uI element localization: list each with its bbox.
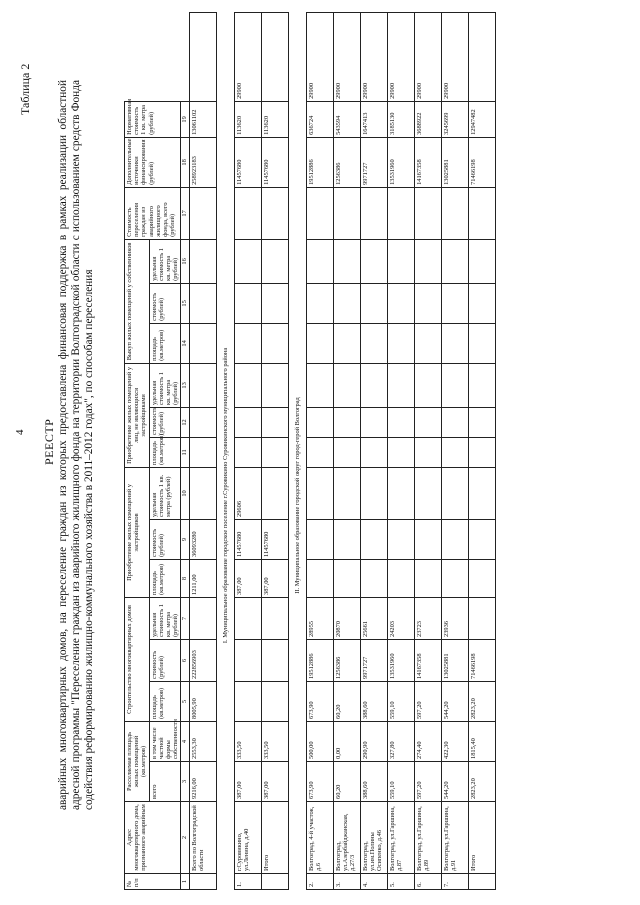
row-value: 222856903 bbox=[189, 639, 216, 681]
table-row bbox=[234, 13, 261, 890]
row-value: 3245699 bbox=[442, 101, 469, 137]
column-number: 18 bbox=[181, 137, 189, 187]
table-row bbox=[415, 13, 442, 890]
row-value bbox=[442, 187, 469, 239]
row-value bbox=[442, 437, 469, 467]
row-value bbox=[469, 363, 496, 407]
column-number: 13 bbox=[181, 363, 189, 407]
row-value bbox=[334, 559, 361, 597]
row-value bbox=[261, 437, 288, 467]
column-number: 14 bbox=[181, 323, 189, 363]
row-value bbox=[307, 187, 334, 239]
row-value bbox=[307, 363, 334, 407]
row-value bbox=[334, 283, 361, 323]
header-normative: Нормативная стоимость 1 кв. метра (рублей) bbox=[125, 101, 181, 137]
row-value: 28955 bbox=[307, 597, 334, 639]
section-title: I. Муниципальное образование городское поселение г.Суровикино Суровикинского муниципального района bbox=[216, 101, 234, 889]
row-value: 13025881 bbox=[442, 639, 469, 681]
row-value bbox=[469, 13, 496, 102]
row-value bbox=[469, 559, 496, 597]
row-value: 14167358 bbox=[415, 639, 442, 681]
header-red-unit: удельная стоимость 1 кв. метра (рублей) bbox=[149, 239, 181, 283]
row-address: Итого bbox=[261, 802, 288, 874]
row-value bbox=[307, 467, 334, 519]
row-value bbox=[189, 283, 216, 323]
row-value: 422,30 bbox=[442, 721, 469, 761]
row-value bbox=[442, 559, 469, 597]
row-value: 1211,00 bbox=[189, 559, 216, 597]
row-value: 1256386 bbox=[334, 137, 361, 187]
column-number: 2 bbox=[181, 802, 189, 874]
row-value: 597,20 bbox=[415, 681, 442, 721]
table-row bbox=[307, 13, 334, 890]
row-value: 327,80 bbox=[388, 721, 415, 761]
row-value: 29900 bbox=[334, 13, 361, 102]
row-value: 11457680 bbox=[234, 519, 261, 559]
header-red-area: площадь (кв.метров) bbox=[149, 323, 181, 363]
row-value: 25661 bbox=[361, 597, 388, 639]
row-value: 388,60 bbox=[361, 681, 388, 721]
row-value: 29900 bbox=[361, 13, 388, 102]
row-value: 387,00 bbox=[261, 762, 288, 802]
row-value bbox=[469, 597, 496, 639]
row-value bbox=[234, 437, 261, 467]
row-value: 387,00 bbox=[234, 762, 261, 802]
row-value bbox=[388, 437, 415, 467]
row-value: 559,10 bbox=[388, 681, 415, 721]
row-value: 8005,90 bbox=[189, 681, 216, 721]
row-value bbox=[361, 519, 388, 559]
row-value bbox=[469, 283, 496, 323]
row-value bbox=[388, 363, 415, 407]
row-value bbox=[442, 239, 469, 283]
column-number: 3 bbox=[181, 762, 189, 802]
row-value: 60,20 bbox=[334, 681, 361, 721]
grand-total-row bbox=[189, 13, 216, 890]
row-value: 9971727 bbox=[361, 137, 388, 187]
column-number: 10 bbox=[181, 467, 189, 519]
row-value bbox=[388, 467, 415, 519]
header-num: № п/п bbox=[125, 874, 181, 890]
row-value bbox=[234, 283, 261, 323]
row-value bbox=[415, 239, 442, 283]
row-value bbox=[234, 363, 261, 407]
column-number: 6 bbox=[181, 639, 189, 681]
page-number: 4 bbox=[14, 429, 26, 435]
column-number: 4 bbox=[181, 721, 189, 761]
header-construction: Строительство многоквартирных домов bbox=[125, 597, 150, 721]
row-value bbox=[415, 559, 442, 597]
row-value: 12947482 bbox=[469, 101, 496, 137]
row-address: Волгоград, ул.Азербайджанская, д.27/3 bbox=[334, 802, 361, 874]
header-extra-funding: Дополнительные источники финансирования (рублей) bbox=[125, 137, 181, 187]
row-address: Волгоград, ул.Гаршина, д.89 bbox=[415, 802, 442, 874]
row-value bbox=[189, 597, 216, 639]
row-value bbox=[189, 323, 216, 363]
section-row bbox=[216, 13, 234, 890]
row-value bbox=[361, 187, 388, 239]
row-value: 11457680 bbox=[234, 137, 261, 187]
row-value bbox=[307, 239, 334, 283]
header-construction-cost: стоимость (рублей) bbox=[149, 639, 181, 681]
row-value bbox=[388, 187, 415, 239]
row-value: 1815,40 bbox=[469, 721, 496, 761]
header-nondev-cost: стоимость (рублей) bbox=[149, 407, 181, 437]
row-value bbox=[334, 187, 361, 239]
row-value bbox=[415, 519, 442, 559]
column-number: 7 bbox=[181, 597, 189, 639]
row-value bbox=[334, 407, 361, 437]
row-value bbox=[442, 363, 469, 407]
row-number: 6. bbox=[415, 874, 442, 890]
row-value bbox=[261, 363, 288, 407]
row-value bbox=[334, 437, 361, 467]
table-body bbox=[189, 13, 495, 890]
row-value bbox=[361, 239, 388, 283]
row-address: Всего по Волгоградской области bbox=[189, 802, 216, 874]
row-value: 29900 bbox=[234, 13, 261, 102]
header-construction-area: площадь (кв.метров) bbox=[149, 681, 181, 721]
row-address: Волгоград, ул.Гаршина, д.91 bbox=[442, 802, 469, 874]
row-value: 597,20 bbox=[415, 762, 442, 802]
row-value bbox=[307, 323, 334, 363]
row-value: 19512886 bbox=[307, 137, 334, 187]
row-value bbox=[234, 187, 261, 239]
row-value: 23723 bbox=[415, 597, 442, 639]
column-number-row bbox=[181, 13, 189, 890]
row-value bbox=[189, 407, 216, 437]
row-value bbox=[334, 467, 361, 519]
row-value bbox=[189, 437, 216, 467]
row-value: 23936 bbox=[442, 597, 469, 639]
row-value bbox=[388, 239, 415, 283]
row-value bbox=[234, 681, 261, 721]
row-value bbox=[307, 519, 334, 559]
row-value bbox=[234, 239, 261, 283]
header-redemption: Выкуп жилых помещений у собственников bbox=[125, 239, 150, 363]
subtotal-row bbox=[469, 13, 496, 890]
row-number: 4. bbox=[361, 874, 388, 890]
row-value bbox=[388, 323, 415, 363]
row-value bbox=[442, 283, 469, 323]
row-value: 290,90 bbox=[361, 721, 388, 761]
row-value bbox=[415, 437, 442, 467]
row-value bbox=[334, 519, 361, 559]
row-value bbox=[442, 407, 469, 437]
row-value bbox=[261, 639, 288, 681]
row-value bbox=[261, 323, 288, 363]
row-value: 500,00 bbox=[307, 721, 334, 761]
row-value bbox=[388, 519, 415, 559]
row-value bbox=[307, 407, 334, 437]
header-resettled-area: Расселяемая площадь жилых помещений (кв.метров) bbox=[125, 721, 150, 801]
row-value: 2553,30 bbox=[189, 721, 216, 761]
row-value: 1256386 bbox=[334, 639, 361, 681]
row-address: г.Суровикино, ул.Ленина, д.40 bbox=[234, 802, 261, 874]
row-value: 19512886 bbox=[307, 639, 334, 681]
row-number: 5. bbox=[388, 874, 415, 890]
row-value: 13531960 bbox=[388, 137, 415, 187]
column-number: 8 bbox=[181, 559, 189, 597]
row-number bbox=[189, 874, 216, 890]
row-value: 113620 bbox=[234, 101, 261, 137]
document-title: РЕЕСТР bbox=[42, 418, 56, 465]
row-value bbox=[442, 519, 469, 559]
row-value: 29900 bbox=[415, 13, 442, 102]
row-value bbox=[261, 407, 288, 437]
row-value bbox=[261, 13, 288, 102]
row-value: 24203 bbox=[388, 597, 415, 639]
row-value: 29900 bbox=[442, 13, 469, 102]
row-value: 11457680 bbox=[261, 137, 288, 187]
column-number: 12 bbox=[181, 407, 189, 437]
row-value bbox=[469, 519, 496, 559]
row-value bbox=[388, 559, 415, 597]
column-number: 17 bbox=[181, 187, 189, 239]
row-value: 543594 bbox=[334, 101, 361, 137]
header-nondev-unit: удельная стоимость 1 кв. метра (рублей) bbox=[149, 363, 181, 407]
row-value: 0,00 bbox=[334, 721, 361, 761]
row-value: 20870 bbox=[334, 597, 361, 639]
row-value: 544,20 bbox=[442, 681, 469, 721]
row-value: 29606 bbox=[234, 467, 261, 519]
row-value bbox=[469, 437, 496, 467]
row-value: 71466198 bbox=[469, 137, 496, 187]
row-value bbox=[469, 323, 496, 363]
row-value bbox=[469, 239, 496, 283]
row-address: Волгоград, 4-й участок, д.6 bbox=[307, 802, 334, 874]
table-label: Таблица 2 bbox=[18, 63, 32, 115]
row-value: 333,50 bbox=[234, 721, 261, 761]
row-value: 559,10 bbox=[388, 762, 415, 802]
subtotal-row bbox=[261, 13, 288, 890]
row-number bbox=[261, 874, 288, 890]
row-value: 29900 bbox=[307, 13, 334, 102]
row-value: 387,00 bbox=[261, 559, 288, 597]
table-row bbox=[334, 13, 361, 890]
row-address: Волгоград, ул.Гаршина, д.87 bbox=[388, 802, 415, 874]
row-value: 673,90 bbox=[307, 681, 334, 721]
table-row bbox=[388, 13, 415, 890]
row-value bbox=[388, 407, 415, 437]
row-value: 71466198 bbox=[469, 639, 496, 681]
row-value: 113620 bbox=[261, 101, 288, 137]
table-row bbox=[361, 13, 388, 890]
row-value: 673,90 bbox=[307, 762, 334, 802]
row-value bbox=[261, 283, 288, 323]
row-value bbox=[189, 467, 216, 519]
row-value bbox=[307, 283, 334, 323]
row-value bbox=[234, 323, 261, 363]
row-value: 636724 bbox=[307, 101, 334, 137]
row-value bbox=[261, 239, 288, 283]
registry-table bbox=[124, 12, 496, 890]
row-value bbox=[234, 639, 261, 681]
row-value bbox=[361, 559, 388, 597]
row-value: 13025881 bbox=[442, 137, 469, 187]
row-value: 274,40 bbox=[415, 721, 442, 761]
row-value bbox=[261, 597, 288, 639]
table-row bbox=[442, 13, 469, 890]
row-value bbox=[234, 597, 261, 639]
row-value bbox=[334, 239, 361, 283]
row-value: 2823,20 bbox=[469, 681, 496, 721]
row-value bbox=[415, 283, 442, 323]
row-value: 2823,20 bbox=[469, 762, 496, 802]
column-number: 19 bbox=[181, 101, 189, 137]
row-value bbox=[189, 13, 216, 102]
column-number: 9 bbox=[181, 519, 189, 559]
row-value bbox=[469, 187, 496, 239]
row-value bbox=[189, 239, 216, 283]
row-value bbox=[261, 467, 288, 519]
row-value bbox=[388, 283, 415, 323]
row-address: Итого bbox=[469, 802, 496, 874]
row-value: 13531960 bbox=[388, 639, 415, 681]
column-number: 1 bbox=[181, 874, 189, 890]
row-number: 7. bbox=[442, 874, 469, 890]
header-construction-unit: удельная стоимость 1 кв. метра (рублей) bbox=[149, 597, 181, 639]
row-value bbox=[442, 323, 469, 363]
row-value bbox=[415, 363, 442, 407]
row-value bbox=[415, 467, 442, 519]
section-row bbox=[288, 13, 306, 890]
row-value: 544,20 bbox=[442, 762, 469, 802]
row-value bbox=[307, 437, 334, 467]
row-value: 258923183 bbox=[189, 137, 216, 187]
row-value: 9216,00 bbox=[189, 762, 216, 802]
row-value: 13061102 bbox=[189, 101, 216, 137]
column-number: 5 bbox=[181, 681, 189, 721]
row-value bbox=[442, 467, 469, 519]
header-total: всего bbox=[149, 762, 181, 802]
column-number: 11 bbox=[181, 437, 189, 467]
row-value bbox=[189, 363, 216, 407]
header-purchase-non-dev: Приобретение жилых помещений у лиц, не являющихся застройщиками bbox=[125, 363, 150, 467]
row-number bbox=[469, 874, 496, 890]
row-value bbox=[469, 407, 496, 437]
row-value bbox=[361, 283, 388, 323]
row-value bbox=[415, 187, 442, 239]
row-number: 1. bbox=[234, 874, 261, 890]
section-title: II. Муниципальное образование городской округ город-герой Волгоград bbox=[288, 101, 306, 889]
row-value bbox=[361, 467, 388, 519]
row-value bbox=[334, 363, 361, 407]
header-red-cost: стоимость (рублей) bbox=[149, 283, 181, 323]
column-number: 15 bbox=[181, 283, 189, 323]
row-value: 388,60 bbox=[361, 762, 388, 802]
row-value: 14167358 bbox=[415, 137, 442, 187]
row-value bbox=[415, 407, 442, 437]
row-value bbox=[361, 363, 388, 407]
document-heading: аварийных многоквартирных домов, на переселение граждан из которых предоставлена финансовая поддержка в рамках реализации областной адресной программы "Переселение граждан из аварийного жилищного фонда на территории Волгоградской области с использованием средств Фонда содействия реформированию жилищно-коммунального хозяйства в 2011–2012 годах", по способам переселения bbox=[57, 80, 95, 810]
row-value: 3688922 bbox=[415, 101, 442, 137]
header-dev-unit: удельная стоимость 1 кв. метра (рублей) bbox=[149, 467, 181, 519]
header-address: Адрес многоквартирного дома, признанного аварийным bbox=[125, 802, 181, 874]
row-value: 11457680 bbox=[261, 519, 288, 559]
header-private: в том числе частной формы собственности bbox=[149, 721, 181, 761]
row-number: 2. bbox=[307, 874, 334, 890]
header-total-cost: Стоимость переселения граждан из аварийного жилищного фонда, всего (рублей) bbox=[125, 187, 181, 239]
row-value: 60,20 bbox=[334, 762, 361, 802]
column-number: 16 bbox=[181, 239, 189, 283]
header-dev-cost: стоимость (рублей) bbox=[149, 519, 181, 559]
row-number: 3. bbox=[334, 874, 361, 890]
row-value: 29900 bbox=[388, 13, 415, 102]
row-value bbox=[261, 187, 288, 239]
row-value: 333,50 bbox=[261, 721, 288, 761]
row-value bbox=[361, 407, 388, 437]
row-value bbox=[189, 187, 216, 239]
row-value: 9971727 bbox=[361, 639, 388, 681]
row-value bbox=[415, 323, 442, 363]
row-value: 3185130 bbox=[388, 101, 415, 137]
header-nondev-area: площадь (кв.метров) bbox=[149, 437, 181, 467]
header-dev-area: площадь (кв.метров) bbox=[149, 559, 181, 597]
row-value bbox=[361, 437, 388, 467]
row-value bbox=[361, 323, 388, 363]
row-address: Волгоград, ул.им.Полины Осипенко, д.46 bbox=[361, 802, 388, 874]
header-purchase-dev: Приобретение жилых помещений у застройщиков bbox=[125, 467, 150, 597]
row-value bbox=[469, 467, 496, 519]
row-value: 36093280 bbox=[189, 519, 216, 559]
row-value bbox=[234, 407, 261, 437]
row-value: 387,00 bbox=[234, 559, 261, 597]
row-value bbox=[307, 559, 334, 597]
row-value: 1647413 bbox=[361, 101, 388, 137]
row-value bbox=[261, 681, 288, 721]
row-value bbox=[334, 323, 361, 363]
header-row-1 bbox=[125, 13, 150, 890]
